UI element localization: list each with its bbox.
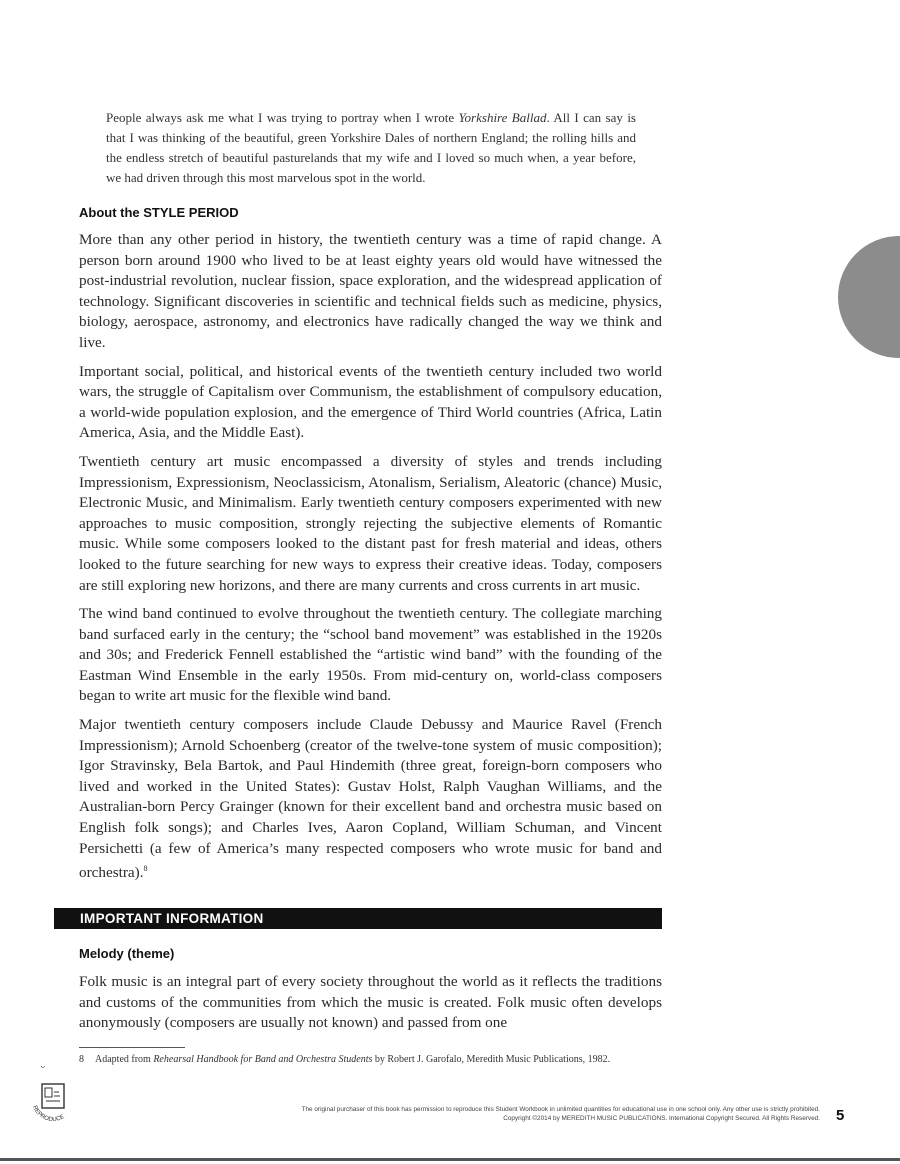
footnote-ref: 8 [143,864,148,874]
paragraph: The wind band continued to evolve throughout the twentieth century. The collegiate marching band surfaced early in the century; the “school band movement” was established in the 1920s and 30s; and Frederick Fennell established the “artistic wind band” with the founding of the Eastman Wind Ensemble in the early 1950s. From mid-century on, world-class composers began to write art music for the flexible wind band. [79,605,662,705]
footnote-title: Rehearsal Handbook for Band and Orchestra Students [153,1054,373,1065]
notice-line: The original purchaser of this book has permission to reproduce this Student Workbook in unlimited quantities for educational use in one school only. Any other use is strictly prohibited. [301,1106,820,1113]
notice-line: Copyright ©2014 by MEREDITH MUSIC PUBLICATIONS. International Copyright Secured. All Rights Reserved. [503,1115,820,1122]
paragraph: Folk music is an integral part of every society throughout the world as it reflects the traditions and customs of the communities from which the music is created. Folk music often develops anonymously (composers are usually not known) and passed from one [79,973,662,1032]
footnote [79,1052,662,1067]
footnote-text-end: by Robert J. Garofalo, Meredith Music Publications, 1982. [372,1054,611,1065]
paragraph: More than any other period in history, the twentieth century was a time of rapid change. A person born around 1900 who lived to be at least eighty years old would have witnessed the post-industrial revolution, nuclear fission, space exploration, and the widespread application of technology. Significant discoveries in scientific and technical fields such as medicine, physics, biology, aerospace, astronomy, and electronics have radically changed the way we think and live. [79,231,662,351]
paragraph: Twentieth century art music encompassed a diversity of styles and trends including Impressionism, Expressionism, Neoclassicism, Atonalism, Serialism, Aleatoric (chance) Music, Electronic Music, and Minimalism. Early twentieth century composers experimented with new approaches to music composition, strongly rejecting the subjective elements of Romantic music. While some composers looked to the distant past for fresh material and ideas, others looked to the future searching for new ways to express their creative ideas. Today, composers are still exploring new horizons, and there are many currents and cross currents in art music. [79,452,662,594]
paragraph-text: Major twentieth century composers include Claude Debussy and Maurice Ravel (French Impressionism); Arnold Schoenberg (creator of the twelve-tone system of music composition); Igor Stravinsky, Bela Bartok, and Paul Hindemith (three great, foreign-born composers who lived and worked in the United States): Gustav Holst, Ralph Vaughan Williams, and the Australian-born Percy Grainger (known for their excellent band and orchestra music based on English folk songs); and Charles Ives, Aaron Copland, William Schuman, and Vincent Persichetti (a few of America’s many respected composers who wrote music for band and orchestra). [79,716,662,882]
paragraph: Important social, political, and historical events of the twentieth century included two world wars, the struggle of Capitalism over Communism, the establishment of compulsory education, a world-wide population explosion, and the emergence of Third World countries (Africa, Latin America, Asia, and the Middle East). [79,362,662,442]
page-number: 5 [836,1107,845,1124]
stamp-bottom-text: REPRODUCE [31,1104,66,1122]
footnote-text-start: Adapted from [95,1054,154,1065]
style-period-heading: About the STYLE PERIOD [79,205,239,220]
melody-heading: Melody (theme) [79,946,175,961]
quote-text-end: . All I can say is that I was thinking of the beautiful, green Yorkshire Dales of northern England; the rolling hills and the endless stretch of beautiful pasturelands that my wife and I loved so much when, a year before, we had driven through this most marvelous spot in the world. [106,110,636,185]
quote-title: Yorkshire Ballad [458,110,547,125]
footnote-number: 8 [79,1054,84,1065]
quote-text-start: People always ask me what I was trying to portray when I wrote [106,110,459,125]
reproduce-stamp-icon [30,1066,76,1122]
paragraph [79,715,662,884]
style-period-body [79,230,662,892]
stamp-top-text: O [39,1066,47,1071]
intro-quote [106,108,636,188]
important-information-bar: IMPORTANT INFORMATION [54,908,662,929]
copyright-notice [80,1105,820,1123]
melody-body [79,972,662,1042]
footnote-rule [79,1047,185,1048]
